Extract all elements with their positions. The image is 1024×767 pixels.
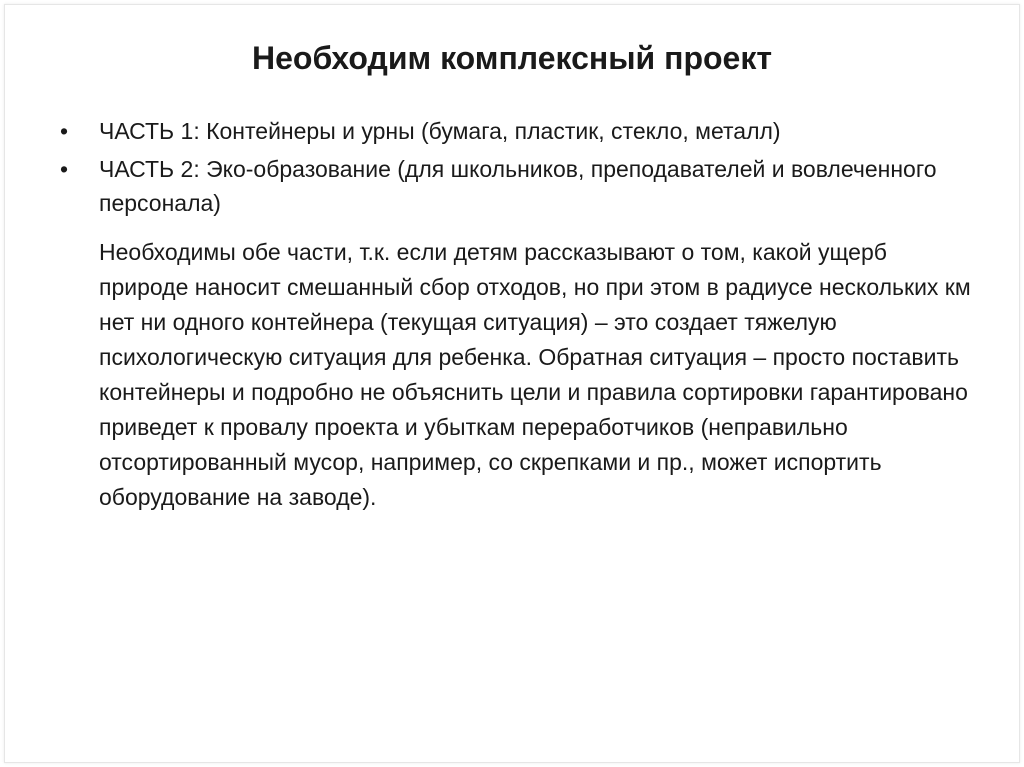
bullet-list — [60, 114, 980, 224]
bullet-text: ЧАСТЬ 2: Эко-образование (для школьников, преподавателей и вовлеченного персонала) — [99, 156, 937, 216]
bullet-item-part-1 — [60, 114, 980, 148]
bullet-dot-icon: • — [60, 118, 69, 144]
slide-title: Необходим комплексный проект — [251, 40, 773, 76]
bullet-item-part-2 — [60, 152, 980, 220]
bullet-text: ЧАСТЬ 1: Контейнеры и урны (бумага, пластик, стекло, металл) — [99, 118, 781, 144]
bullet-dot-icon: • — [60, 156, 69, 182]
explanation-paragraph: Необходимы обе части, т.к. если детям рассказывают о том, какой ущерб природе наносит смешанный сбор отходов, но при этом в радиусе нескольких км нет ни одного контейнера (текущая ситуация) – это создает тяжелую психологическую ситуация для ребенка. Обратная ситуация – просто поставить контейнеры и подробно не объяснить цели и правила сортировки гарантировано приведет к провалу проекта и убыткам переработчиков (неправильно отсортированный мусор, например, со скрепками и пр., может испортить оборудование на заводе). — [99, 239, 971, 510]
